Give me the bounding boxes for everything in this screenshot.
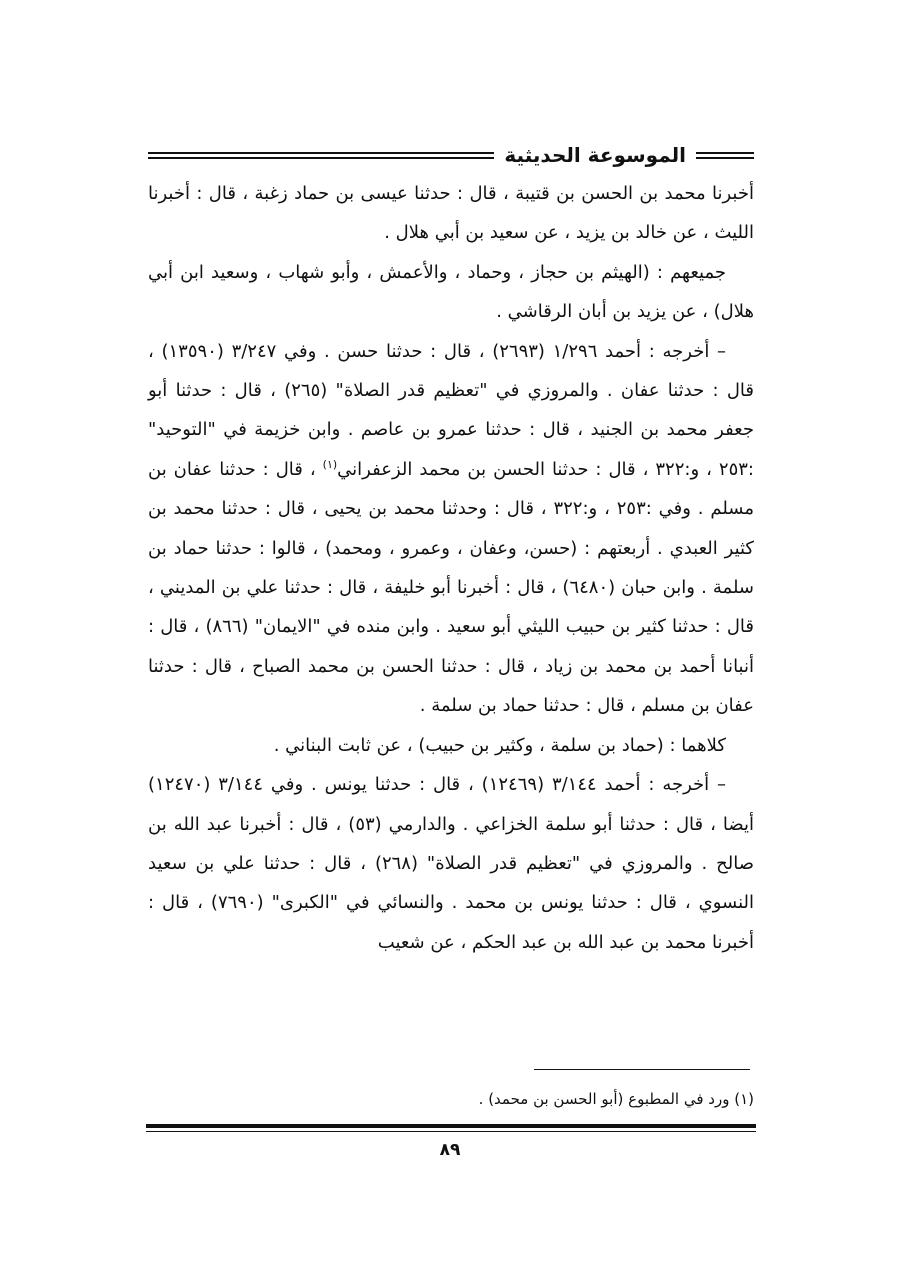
footnote: (١) ورد في المطبوع (أبو الحسن بن محمد) .	[478, 1090, 754, 1108]
page-number: ٨٩	[439, 1140, 461, 1160]
footer-rule-thin	[146, 1131, 756, 1132]
footnote-separator	[534, 1069, 750, 1070]
header-rule-left	[148, 152, 494, 159]
paragraph-1: أخبرنا محمد بن الحسن بن قتيبة ، قال : حدثنا عيسى بن حماد زغبة ، قال : أخبرنا الليث ، عن خالد بن يزيد ، عن سعيد بن أبي هلال .	[148, 183, 754, 244]
paragraph-4: كلاهما : (حماد بن سلمة ، وكثير بن حبيب) ، عن ثابت البناني .	[273, 734, 726, 756]
paragraph-3	[148, 332, 754, 726]
paragraph-3-continuation: ، قال : حدثنا عفان بن مسلم . وفي :٢٥٣ ، و:٣٢٢ ، قال : وحدثنا محمد بن يحيى ، قال : حدثنا محمد بن كثير العبدي . أربعتهم : (حسن، وعفان ، وعمرو ، ومحمد) ، قالوا : حدثنا حماد بن سلمة . وابن حبان (٦٤٨٠) ، قال : أخبرنا أبو خليفة ، قال : حدثنا علي بن المديني ، قال : حدثنا كثير بن حبيب الليثي أبو سعيد . وابن منده في "الايمان" (٨٦٦) ، قال : أنبانا أحمد بن محمد بن زياد ، قال : حدثنا الحسن بن محمد الصباح ، قال : حدثنا عفان بن مسلم ، قال : حدثنا حماد بن سلمة .	[148, 458, 755, 717]
paragraph-3-text: – أخرجه : أحمد ١/٢٩٦ (٢٦٩٣) ، قال : حدثنا حسن . وفي ٣/٢٤٧ (١٣٥٩٠) ، قال : حدثنا عفان . والمروزي في "تعظيم قدر الصلاة" (٢٦٥) ، قال : حدثنا أبو جعفر محمد بن الجنيد ، قال : حدثنا عمرو بن عاصم . وابن خزيمة في "التوحيد" :٢٥٣ ، و:٣٢٢ ، قال : حدثنا الحسن بن محمد الزعفراني	[148, 340, 755, 480]
footer-rule-thick	[146, 1124, 756, 1128]
footnote-marker: (١)	[322, 457, 338, 471]
header-title: الموسوعة الحديثية	[504, 143, 686, 167]
running-header	[148, 138, 754, 172]
paragraph-2: جميعهم : (الهيثم بن حجاز ، وحماد ، والأعمش ، وأبو شهاب ، وسعيد ابن أبي هلال) ، عن يزيد بن أبان الرقاشي .	[148, 261, 754, 323]
header-rule-right	[696, 152, 754, 159]
footer-rules	[146, 1124, 756, 1132]
paragraph-5: – أخرجه : أحمد ٣/١٤٤ (١٢٤٦٩) ، قال : حدثنا يونس . وفي ٣/١٤٤ (١٢٤٧٠) أيضا ، قال : حدثنا أبو سلمة الخزاعي . والدارمي (٥٣) ، قال : أخبرنا عبد الله بن صالح . والمروزي في "تعظيم قدر الصلاة" (٢٦٨) ، قال : حدثنا علي بن سعيد النسوي ، قال : حدثنا يونس بن محمد . والنسائي في "الكبرى" (٧٦٩٠) ، قال : أخبرنا محمد بن عبد الله بن عبد الحكم ، عن شعيب	[148, 774, 754, 953]
body-text	[148, 174, 754, 962]
